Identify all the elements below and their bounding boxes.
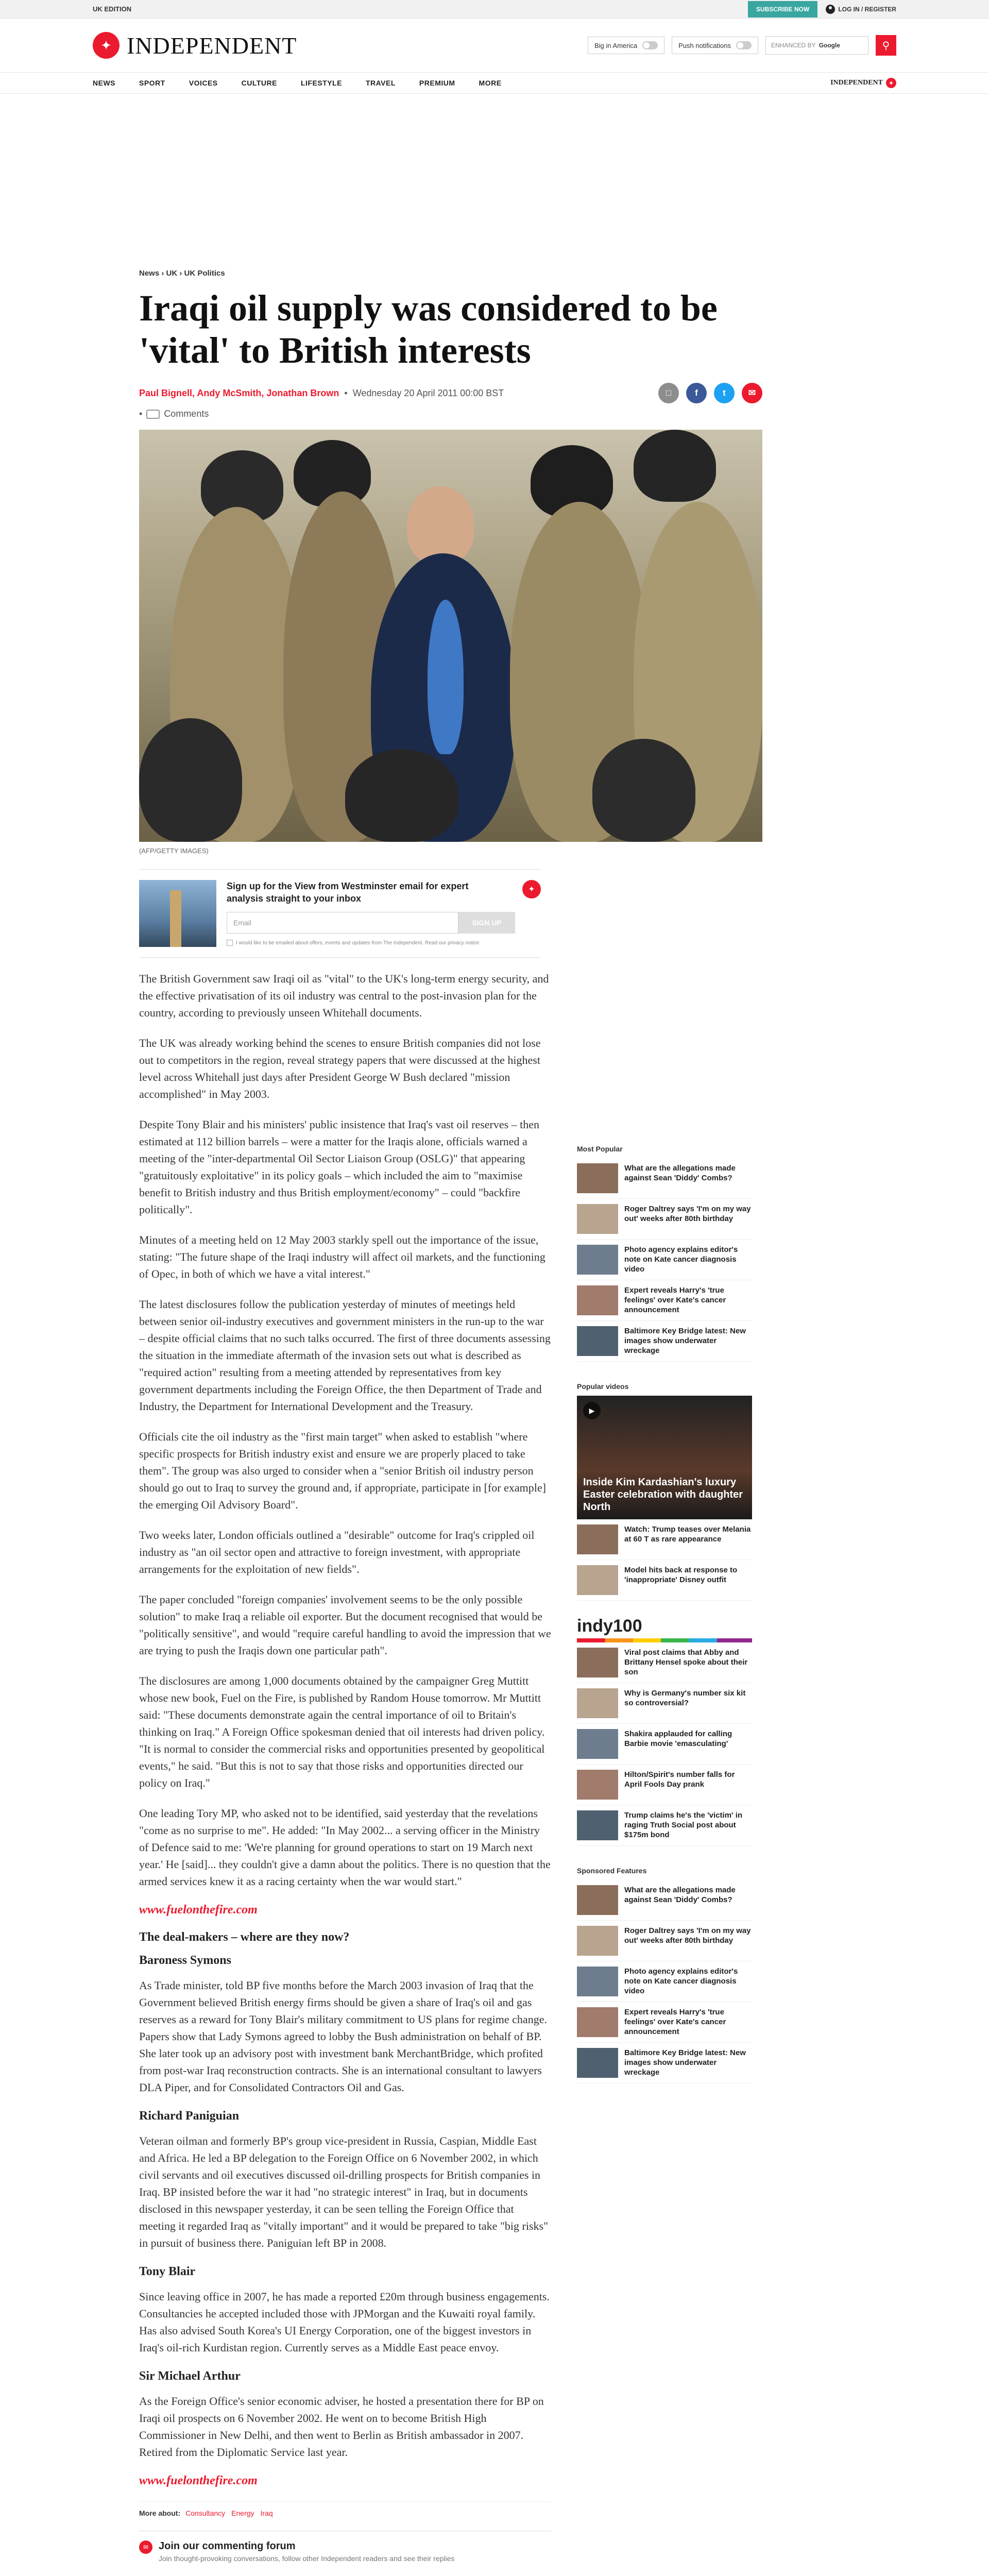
paragraph: Despite Tony Blair and his ministers' public insistence that Iraq's vast oil reserves – then estimated at 112 billion barrels – were a matter for the Iraqis alone, officials warned a meeting of the "inter-departmental Oil Sector Liaison Group (OSLG)" that appearing "gratuitously exploitative" in its policy goals – which included the aim to "maximise benefit to British industry and thus British employment/economy" – could "backfire politically".	[139, 1118, 540, 1216]
sidebar-article-title: What are the allegations made against Sean 'Diddy' Combs?	[624, 1886, 736, 1904]
person-bio: As Trade minister, told BP five months before the March 2003 invasion of Iraq that the Government believed British energy firms should be given a share of Iraq's oil and gas reserves as a reward for Tony Blair's military commitment to US plans for regime change. Papers show that Lady Symons agreed to lobby the Bush administration on behalf of BP. She later took up an advisory post with investment bank MerchantBridge, which profited from post-war Iraq reconstruction contracts. She is an international consultant to lawyers DLA Piper, and for Consolidated Contractors Oil and Gas.	[139, 1979, 547, 2094]
header-actions	[588, 35, 896, 56]
brand-logo[interactable]	[93, 32, 297, 59]
site-header	[0, 19, 989, 72]
push-notifications-label: Push notifications	[678, 41, 731, 49]
article-body	[139, 970, 551, 2563]
search-google-label: Google	[819, 42, 841, 49]
top-strip-actions	[748, 1, 896, 18]
sidebar-article-title: Trump claims he's the 'victim' in raging Truth Social post about $175m bond	[624, 1811, 743, 1839]
more-about	[139, 2501, 551, 2517]
deal-makers-heading: The deal-makers – where are they now?	[139, 1930, 350, 1944]
subscribe-button[interactable]: SUBSCRIBE NOW	[748, 1, 817, 18]
more-about-label: More about:	[139, 2509, 181, 2517]
sidebar-article[interactable]	[577, 1199, 752, 1240]
edition-selector[interactable]: UK EDITION	[93, 5, 132, 13]
newsletter-logo-icon: ✦	[522, 880, 541, 899]
sidebar-thumbnail	[577, 1285, 618, 1315]
sidebar-article[interactable]	[577, 1805, 752, 1846]
sidebar-article[interactable]	[577, 2002, 752, 2043]
indy100-logo[interactable]: indy100	[577, 1616, 642, 1636]
sidebar-article-title: What are the allegations made against Sean 'Diddy' Combs?	[624, 1164, 736, 1182]
push-notifications-toggle[interactable]	[672, 37, 758, 54]
nav-item-travel[interactable]: TRAVEL	[365, 79, 396, 87]
authors[interactable]: Paul Bignell, Andy McSmith, Jonathan Brown	[139, 387, 339, 398]
nav-item-culture[interactable]: CULTURE	[241, 79, 277, 87]
sidebar-thumbnail	[577, 2007, 618, 2037]
topic-link[interactable]: Iraq	[260, 2509, 273, 2517]
sidebar-thumbnail	[577, 1967, 618, 1996]
sidebar-thumbnail	[577, 1648, 618, 1677]
sidebar-thumbnail	[577, 1885, 618, 1915]
sidebar-article[interactable]	[577, 1642, 752, 1683]
comments-link[interactable]	[139, 409, 850, 419]
sidebar-article-title: Hilton/Spirit's number falls for April Fools Day prank	[624, 1770, 735, 1789]
featured-video[interactable]	[577, 1396, 752, 1519]
consent-text: I would like to be emailed about offers, events and updates from The Independent. Read our privacy notice	[236, 940, 480, 946]
comments-count-icon[interactable]: □	[658, 383, 679, 403]
sidebar-article-title: Shakira applauded for calling Barbie movie 'emasculating'	[624, 1730, 732, 1748]
sponsored-heading: Sponsored Features	[577, 1867, 647, 1875]
eagle-icon: ✦	[886, 78, 896, 88]
person-bio: Veteran oilman and formerly BP's group vice-president in Russia, Caspian, Middle East and Africa. He led a BP delegation to the Foreign Office on 6 November 2002, in which civil servants and oil executives discussed oil-drilling prospects for British companies in Iraq. BP insisted before the war it had "no strategic interest" in Iraq, but in documents disclosed in this newspaper yesterday, it can be seen telling the Foreign Office that meeting it regarded Iraq as "vitally important" and it would be prepared to take "big risks" in pursuit of business there. Paniguian left BP in 2008.	[139, 2134, 549, 2249]
sidebar-article[interactable]	[577, 1240, 752, 1280]
big-in-america-label: Big in America	[594, 41, 638, 49]
nav-item-news[interactable]: NEWS	[93, 79, 115, 87]
login-link[interactable]	[826, 5, 896, 14]
sidebar-thumbnail	[577, 1565, 618, 1595]
big-in-america-toggle[interactable]	[588, 37, 664, 54]
paragraph: The disclosures are among 1,000 documents obtained by the campaigner Greg Muttitt whose new book, Fuel on the Fire, is published by Random House tomorrow. Mr Muttitt said: "These documents demonstrate again the central importance of oil to Britain's thinking on Iraq." A Foreign Office spokesman denied that oil interests had driven policy. "It is normal to consider the commercial risks and opportunities presented by geopolitical events," he said. "But this is not to say that those risks and opportunities directed our policy on Iraq."	[139, 1674, 545, 1789]
sidebar-article[interactable]	[577, 1880, 752, 1921]
person-name: Tony Blair	[139, 2265, 196, 2278]
forum-subtitle: Join thought-provoking conversations, follow other Independent readers and see their replies	[159, 2554, 455, 2563]
byline	[139, 388, 504, 399]
bullet: •	[139, 409, 143, 419]
facebook-icon[interactable]: f	[686, 383, 707, 403]
sidebar-article[interactable]	[577, 1921, 752, 1961]
email-icon[interactable]: ✉	[742, 383, 762, 403]
sidebar-article[interactable]	[577, 2043, 752, 2083]
newsletter-body	[227, 880, 541, 947]
person-name: Sir Michael Arthur	[139, 2369, 241, 2383]
sidebar-thumbnail	[577, 1926, 618, 1956]
paragraph: The British Government saw Iraqi oil as "vital" to the UK's long-term energy security, and the effective privatisation of its oil industry was central to the post-invasion plan for the country, according to previously unseen Whitehall documents.	[139, 972, 549, 1019]
newsletter-signup	[139, 869, 541, 958]
hero-image[interactable]	[139, 430, 762, 842]
nav-item-more[interactable]: MORE	[479, 79, 502, 87]
paragraph: The latest disclosures follow the publication yesterday of minutes of meetings held between senior oil-industry executives and government ministers in the run-up to the war – despite official claims that no such talks occurred. The first of three documents assessing the situation in the immediate aftermath of the invasion sets out what is described as "required action" resulting from a meeting attended by representatives from key government departments including the Foreign Office, the then Department of Trade and Industry, the Department for International Development and the Treasury.	[139, 1298, 551, 1413]
sidebar-article-title: Photo agency explains editor's note on Kate cancer diagnosis video	[624, 1967, 738, 1995]
byline-row	[139, 383, 762, 403]
sidebar-article[interactable]	[577, 1560, 752, 1601]
comments-label: Comments	[164, 409, 209, 419]
article-headline: Iraqi oil supply was considered to be 'vital' to British interests	[139, 287, 718, 371]
newsletter-title: Sign up for the View from Westminster email for expert analysis straight to your inbox	[227, 881, 469, 904]
sidebar-article[interactable]	[577, 1961, 752, 2002]
main-nav	[0, 72, 989, 94]
sidebar-article[interactable]	[577, 1321, 752, 1362]
sidebar-thumbnail	[577, 1524, 618, 1554]
sidebar-article-title: Expert reveals Harry's 'true feelings' over Kate's cancer announcement	[624, 1286, 726, 1314]
topic-link[interactable]: Energy	[231, 2509, 254, 2517]
sidebar-thumbnail	[577, 1326, 618, 1356]
publish-date: Wednesday 20 April 2011 00:00 BST	[352, 387, 504, 398]
fuel-on-the-fire-link[interactable]: www.fuelonthefire.com	[139, 1903, 258, 1917]
sidebar-article-title: Viral post claims that Abby and Brittany Hensel spoke about their son	[624, 1648, 748, 1676]
nav-item-voices[interactable]: VOICES	[189, 79, 218, 87]
person-bio: Since leaving office in 2007, he has made a reported £20m through business engagements. Consultancies he accepted included those with JPMorgan and the Kuwaiti royal family. Has also advised South Korea's UI Energy Corporation, one of the biggest investors in Iraq's oil-rich Kurdistan region. Currently serves as a Middle East peace envoy.	[139, 2290, 550, 2354]
login-label: LOG IN / REGISTER	[838, 5, 896, 13]
user-icon	[826, 5, 835, 14]
sidebar-article-title: Baltimore Key Bridge latest: New images show underwater wreckage	[624, 1327, 746, 1355]
person-name: Baroness Symons	[139, 1954, 231, 1967]
sidebar-thumbnail	[577, 1204, 618, 1234]
nav-premium-logo[interactable]	[830, 78, 896, 88]
sidebar-article-title: Photo agency explains editor's note on Kate cancer diagnosis video	[624, 1245, 738, 1274]
breadcrumb[interactable]: News › UK › UK Politics	[139, 269, 225, 278]
share-buttons	[658, 383, 762, 403]
sidebar-article[interactable]	[577, 1280, 752, 1321]
sidebar-article-title: Watch: Trump teases over Melania at 60 T as rare appearance	[624, 1525, 751, 1544]
paragraph: One leading Tory MP, who asked not to be identified, said yesterday that the revelations "come as no surprise to me". He added: "In May 2002... a serving officer in the Ministry of Defence said to me: 'We're planning for ground operations to start on 19 March next year.' He [said]... they couldn't give a damn about the politics. There is no question that the armed services knew it as a racing certainty when the war would start."	[139, 1807, 551, 1888]
sidebar-article-title: Expert reveals Harry's 'true feelings' over Kate's cancer announcement	[624, 2008, 726, 2036]
sidebar-thumbnail	[577, 1163, 618, 1193]
eagle-icon: ✦	[93, 32, 120, 59]
nav-item-sport[interactable]: SPORT	[139, 79, 165, 87]
search-input[interactable]	[765, 36, 868, 55]
sidebar-thumbnail	[577, 1688, 618, 1718]
sidebar-thumbnail	[577, 2048, 618, 2078]
signup-button[interactable]: SIGN UP	[458, 912, 515, 934]
toggle-switch-icon	[642, 41, 658, 49]
nav-logo-text: INDEPENDENT	[830, 79, 883, 87]
sidebar-thumbnail	[577, 1770, 618, 1800]
forum-title[interactable]: Join our commenting forum	[159, 2540, 296, 2552]
twitter-icon[interactable]: t	[714, 383, 735, 403]
paragraph: Two weeks later, London officials outlined a "desirable" outcome for Iraq's crippled oil industry as "an oil sector open and attractive to foreign investment, with appropriate arrangements for the exploitation of new fields".	[139, 1529, 535, 1575]
brand-name: INDEPENDENT	[127, 32, 297, 59]
image-credit: (AFP/GETTY IMAGES)	[139, 847, 209, 855]
sidebar-thumbnail	[577, 1245, 618, 1275]
popular-videos-heading: Popular videos	[577, 1382, 629, 1391]
sidebar-article[interactable]	[577, 1765, 752, 1805]
newsletter-consent	[227, 940, 541, 946]
nav-items	[93, 79, 502, 87]
sidebar-article-title: Why is Germany's number six kit so controversial?	[624, 1689, 746, 1707]
sidebar-article-title: Roger Daltrey says 'I'm on my way out' weeks after 80th birthday	[624, 1926, 751, 1945]
sidebar-thumbnail	[577, 1729, 618, 1759]
play-icon: ▶	[583, 1402, 601, 1419]
sidebar-article[interactable]	[577, 1724, 752, 1765]
nav-item-premium[interactable]: PREMIUM	[419, 79, 455, 87]
search-button[interactable]: ⚲	[876, 35, 896, 56]
sidebar	[577, 1145, 752, 2083]
indy100-stripe	[577, 1638, 752, 1642]
most-popular-heading: Most Popular	[577, 1145, 623, 1153]
paragraph: The paper concluded "foreign companies' involvement seems to be the only possible solution" to make Iraq a reliable oil exporter. But the document recognised that would be "politically sensitive", and would "require careful handling to avoid the impression that we are trying to push the Iraqis down one particular path".	[139, 1593, 551, 1657]
comment-icon: ✉	[139, 2540, 152, 2554]
newsletter-thumbnail	[139, 880, 216, 947]
search-placeholder: ENHANCED BY	[771, 42, 816, 49]
topic-link[interactable]: Consultancy	[185, 2509, 226, 2517]
consent-checkbox[interactable]	[227, 940, 233, 946]
sidebar-article-title: Roger Daltrey says 'I'm on my way out' weeks after 80th birthday	[624, 1205, 751, 1223]
video-title: Inside Kim Kardashian's luxury Easter celebration with daughter North	[583, 1477, 743, 1513]
fuel-on-the-fire-link[interactable]: www.fuelonthefire.com	[139, 2474, 258, 2487]
paragraph: Minutes of a meeting held on 12 May 2003 starkly spell out the importance of the issue, stating: "The future shape of the Iraqi industry will affect oil markets, and the functioning of Opec, in both of which we have a vital interest."	[139, 1233, 545, 1280]
sidebar-article-title: Model hits back at response to 'inappropriate' Disney outfit	[624, 1566, 738, 1584]
top-strip	[0, 0, 989, 19]
newsletter-form	[227, 912, 541, 934]
email-field[interactable]: Email	[227, 912, 458, 934]
comment-icon	[146, 410, 160, 419]
person-name: Richard Paniguian	[139, 2109, 240, 2123]
forum-text	[159, 2540, 454, 2563]
paragraph: The UK was already working behind the scenes to ensure British companies did not lose out to competitors in the region, reveal strategy papers that were discussed at the highest level across Whitehall just days after President George W Bush declared "mission accomplished" in May 2003.	[139, 1037, 541, 1100]
article-wrap	[139, 269, 850, 2576]
sidebar-article[interactable]	[577, 1683, 752, 1724]
ad-slot	[0, 94, 989, 269]
sidebar-article-title: Baltimore Key Bridge latest: New images show underwater wreckage	[624, 2048, 746, 2077]
sidebar-article[interactable]	[577, 1158, 752, 1199]
sidebar-article[interactable]	[577, 1519, 752, 1560]
nav-item-lifestyle[interactable]: LIFESTYLE	[300, 79, 342, 87]
person-bio: As the Foreign Office's senior economic adviser, he hosted a presentation there for BP on Iraqi oil prospects on 6 November 2002. He went on to become British High Commissioner in New Delhi, and then went to Berlin as British ambassador in 2007. Retired from the Diplomatic Service last year.	[139, 2395, 544, 2459]
sidebar-thumbnail	[577, 1810, 618, 1840]
commenting-forum	[139, 2531, 551, 2563]
paragraph: Officials cite the oil industry as the "first main target" when asked to establish "where specific prospects for British industry exist and ensure we are properly placed to take them". The group was also urged to consider when a "senior British oil industry person should go out to Iraq to survey the ground and, if appropriate, participate in [for example] the emerging Oil Advisory Board".	[139, 1430, 546, 1511]
separator: •	[342, 387, 353, 398]
toggle-switch-icon	[736, 41, 752, 49]
